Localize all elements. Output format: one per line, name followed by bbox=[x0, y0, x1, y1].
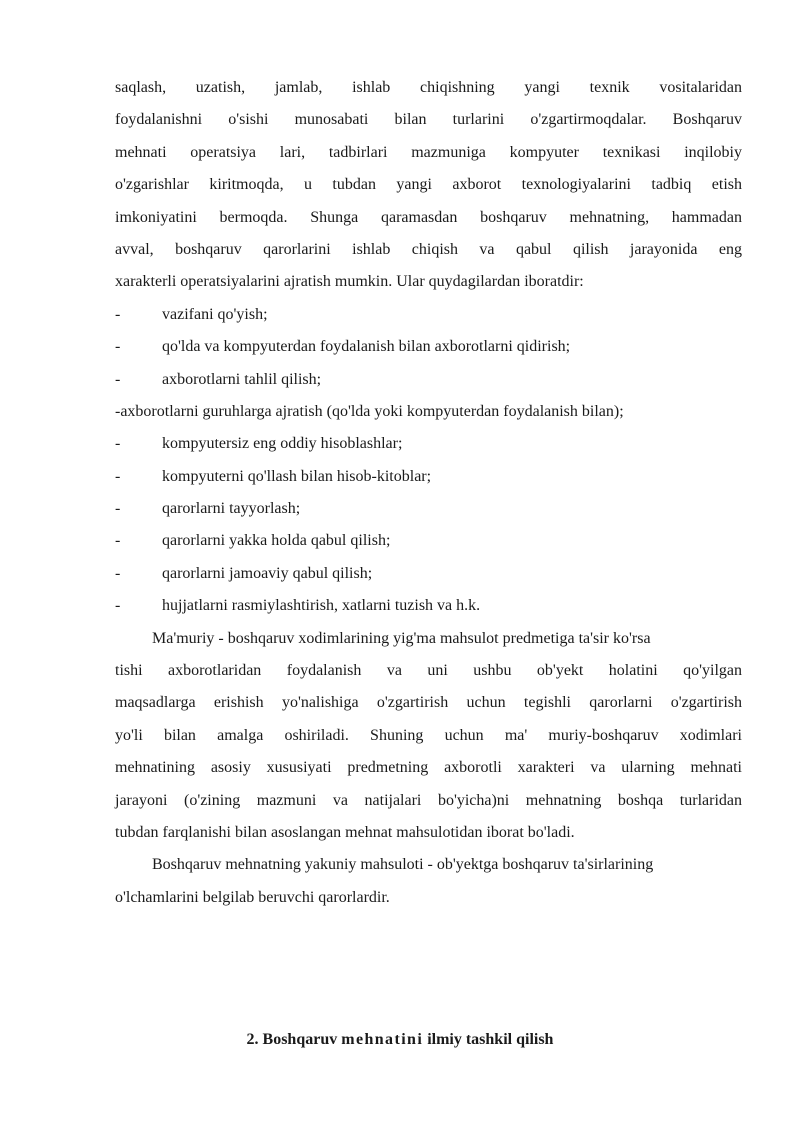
list-dash: - bbox=[115, 597, 121, 615]
section-heading bbox=[0, 1024, 800, 1056]
list-item bbox=[115, 525, 742, 557]
p1-line: mehnati operatsiya lari, tadbirlari mazmuniga kompyuter texnikasi inqilobiy bbox=[115, 143, 742, 161]
list-item bbox=[115, 396, 742, 428]
list-item-text: qarorlarni yakka holda qabul qilish; bbox=[162, 532, 391, 550]
p1-line: imkoniyatini bermoqda. Shunga qaramasdan boshqaruv mehnatning, hammadan bbox=[115, 208, 742, 226]
p2-line: Ma'muriy - boshqaruv xodimlarining yig'ma mahsulot predmetiga ta'sir ko'rsa bbox=[152, 629, 651, 647]
p3-line: o'lchamlarini belgilab beruvchi qarorlardir. bbox=[115, 888, 390, 906]
p1-line: xarakterli operatsiyalarini ajratish mumkin. Ular quydagilardan iboratdir: bbox=[115, 273, 584, 291]
list-dash: - bbox=[115, 500, 121, 518]
heading-part: ilmiy tashkil qilish bbox=[423, 1031, 554, 1048]
list-item-text: hujjatlarni rasmiylashtirish, xatlarni tuzish va h.k. bbox=[162, 597, 481, 615]
list-dash: - bbox=[115, 370, 121, 388]
list-item-text: qarorlarni tayyorlash; bbox=[162, 500, 301, 518]
list-item bbox=[115, 331, 742, 363]
list-dash: - bbox=[115, 532, 121, 550]
list-dash: - bbox=[115, 564, 121, 582]
list-item-text: qarorlarni jamoaviy qabul qilish; bbox=[162, 564, 373, 582]
list-item bbox=[115, 428, 742, 460]
list-item-text: -axborotlarni guruhlarga ajratish (qo'lda yoki kompyuterdan foydalanish bilan); bbox=[115, 402, 624, 420]
list-item-text: qo'lda va kompyuterdan foydalanish bilan axborotlarni qidirish; bbox=[162, 338, 571, 356]
list-dash: - bbox=[115, 435, 121, 453]
list-item bbox=[115, 493, 742, 525]
p2-line: maqsadlarga erishish yo'nalishiga o'zgartirish uchun tegishli qarorlarni o'zgartirish bbox=[115, 694, 742, 712]
heading-part: 2. Boshqaruv bbox=[246, 1031, 342, 1048]
p2-line: tishi axborotlaridan foydalanish va uni ushbu ob'yekt holatini qo'yilgan bbox=[115, 662, 742, 680]
list-item-text: axborotlarni tahlil qilish; bbox=[162, 370, 322, 388]
list-dash: - bbox=[115, 305, 121, 323]
p1-line: foydalanishni o'sishi munosabati bilan turlarini o'zgartirmoqdalar. Boshqaruv bbox=[115, 111, 742, 129]
list-item bbox=[115, 590, 742, 622]
p1-line: saqlash, uzatish, jamlab, ishlab chiqishning yangi texnik vositalaridan bbox=[115, 79, 742, 96]
list-dash: - bbox=[115, 467, 121, 485]
list-dash: - bbox=[115, 338, 121, 356]
p1-line: o'zgarishlar kiritmoqda, u tubdan yangi axborot texnologiyalarini tadbiq etish bbox=[115, 176, 742, 194]
p2-line: tubdan farqlanishi bilan asoslangan mehnat mahsulotidan iborat bo'ladi. bbox=[115, 823, 575, 841]
p2-line: mehnatining asosiy xususiyati predmetning axborotli xarakteri va ularning mehnati bbox=[115, 759, 742, 777]
list-item bbox=[115, 558, 742, 590]
p2-line: yo'li bilan amalga oshiriladi. Shuning uchun ma' muriy-boshqaruv xodimlari bbox=[115, 726, 742, 744]
list-item-text: kompyuterni qo'llash bilan hisob-kitoblar; bbox=[162, 467, 432, 485]
body-text bbox=[115, 72, 742, 914]
p2-line: jarayoni (o'zining mazmuni va natijalari bo'yicha)ni mehnatning boshqa turlaridan bbox=[115, 791, 742, 809]
list-item bbox=[115, 299, 742, 331]
list-item-text: vazifani qo'yish; bbox=[162, 305, 268, 323]
p1-line: avval, boshqaruv qarorlarini ishlab chiqish va qabul qilish jarayonida eng bbox=[115, 240, 742, 258]
heading-part: mehnatini bbox=[341, 1031, 424, 1048]
p3-line: Boshqaruv mehnatning yakuniy mahsuloti - ob'yektga boshqaruv ta'sirlarining bbox=[152, 856, 654, 874]
list-item-text: kompyutersiz eng oddiy hisoblashlar; bbox=[162, 435, 403, 453]
list-item bbox=[115, 364, 742, 396]
list-item bbox=[115, 461, 742, 493]
